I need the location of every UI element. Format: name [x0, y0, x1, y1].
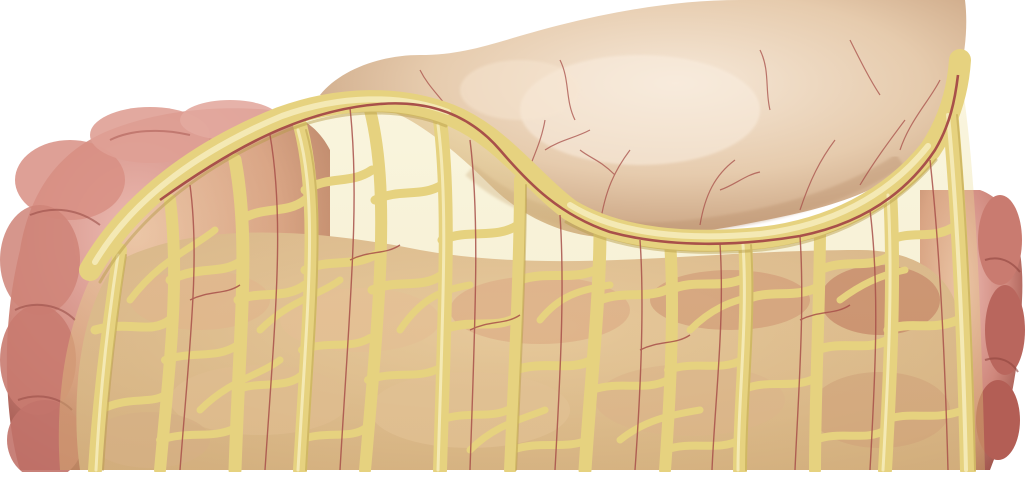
bottom-edge [0, 472, 1033, 480]
